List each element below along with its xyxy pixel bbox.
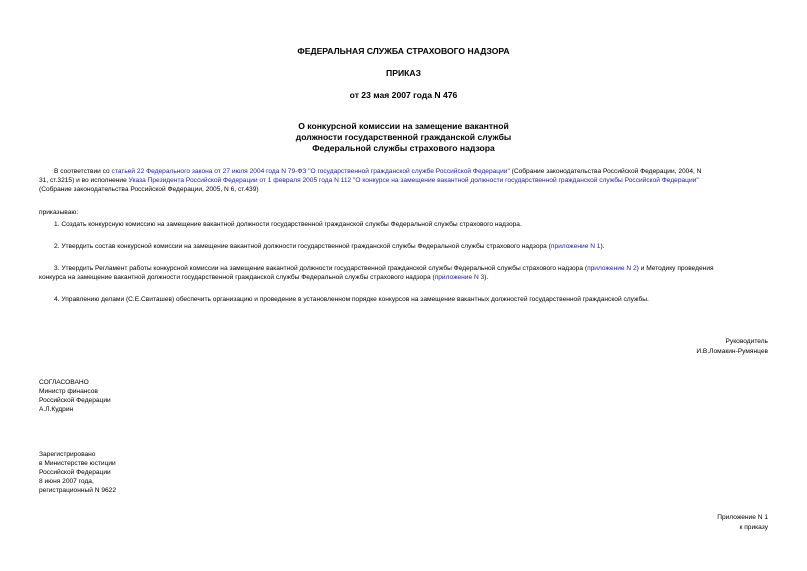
agency-title: ФЕДЕРАЛЬНАЯ СЛУЖБА СТРАХОВОГО НАДЗОРА bbox=[297, 46, 510, 56]
preamble-line-2 bbox=[39, 176, 699, 185]
item-text: конкурса на замещение вакантной должности государственной гражданской службы Федеральной службы страхового надзора ( bbox=[39, 274, 435, 281]
item-text: 2. Утвердить состав конкурсной комиссии на замещение вакантной должности государственной гражданской службы Федеральной службы страхового надзора ( bbox=[54, 243, 551, 250]
appendix-3-link[interactable]: приложение N 3 bbox=[434, 274, 485, 281]
registered-line: Зарегистрировано bbox=[39, 451, 96, 458]
appendix-label: Приложение N 1 bbox=[717, 514, 768, 521]
registered-block bbox=[39, 450, 116, 495]
agreed-line: Российской Федерации bbox=[39, 397, 111, 404]
document-title-line-3: Федеральной службы страхового надзора bbox=[312, 143, 495, 153]
agreed-line: СОГЛАСОВАНО bbox=[39, 379, 89, 386]
order-item-4: 4. Управлению делами (С.Е.Свиташев) обеспечить организацию и проведение в установленном порядке конкурсов на замещение вакантных должностей государственной гражданской службы. bbox=[54, 296, 649, 303]
agreed-line: А.Л.Кудрин bbox=[39, 406, 74, 413]
signature-position: Руководитель bbox=[725, 338, 768, 345]
item-text: ). bbox=[600, 243, 605, 250]
decree-link[interactable]: Указа Президента Российской Федерации от 1 февраля 2005 года N 112 "О конкурсе на замещение вакантной должности государственной гражданской службы Российской Федерации" bbox=[128, 177, 699, 184]
preamble-text: (Собрание законодательства Российской Федерации, 2004, N bbox=[509, 168, 702, 175]
document-title-line-1: О конкурсной комиссии на замещение вакантной bbox=[298, 121, 509, 131]
appendix-reference: к приказу bbox=[739, 524, 768, 531]
order-word: приказываю: bbox=[39, 209, 79, 216]
order-item-2 bbox=[54, 242, 605, 251]
document-date-number: от 23 мая 2007 года N 476 bbox=[349, 90, 458, 100]
item-text: ). bbox=[484, 274, 489, 281]
registered-line: 8 июня 2007 года, bbox=[39, 478, 94, 485]
signature-name: И.В.Ломакин-Румянцев bbox=[696, 348, 768, 355]
document-title-line-2: должности государственной гражданской службы bbox=[295, 132, 512, 142]
preamble-line-3: (Собрание законодательства Российской Федерации, 2005, N 6, ст.439) bbox=[39, 186, 259, 193]
appendix-1-link[interactable]: приложение N 1 bbox=[550, 243, 601, 250]
document-type: ПРИКАЗ bbox=[386, 68, 421, 78]
agreed-block bbox=[39, 378, 111, 414]
preamble-text: 31, ст.3215) и во исполнение bbox=[39, 177, 129, 184]
registered-line: регистрационный N 9622 bbox=[39, 487, 117, 494]
registered-line: в Министерстве юстиции bbox=[39, 460, 116, 467]
preamble-line-1 bbox=[54, 167, 701, 176]
registered-line: Российской Федерации bbox=[39, 469, 111, 476]
agreed-line: Министр финансов bbox=[39, 388, 98, 395]
order-item-3-line-2 bbox=[39, 273, 488, 282]
item-text: ) и Методику проведения bbox=[636, 265, 714, 272]
appendix-2-link[interactable]: приложение N 2 bbox=[587, 265, 637, 272]
preamble-text: В соответствии со bbox=[54, 168, 112, 175]
law-link[interactable]: статьей 22 Федерального закона от 27 июля 2004 года N 79-ФЗ "О государственной гражданской службе Российской Федерации" bbox=[111, 168, 510, 175]
item-text: 3. Утвердить Регламент работы конкурсной комиссии на замещение вакантной должности государственной гражданской службы Федеральной службы страхового надзора ( bbox=[54, 265, 588, 272]
order-item-3-line-1 bbox=[54, 264, 714, 273]
order-item-1: 1. Создать конкурсную комиссию на замещение вакантной должности государственной гражданской службы Федеральной службы страхового надзора. bbox=[54, 221, 522, 228]
